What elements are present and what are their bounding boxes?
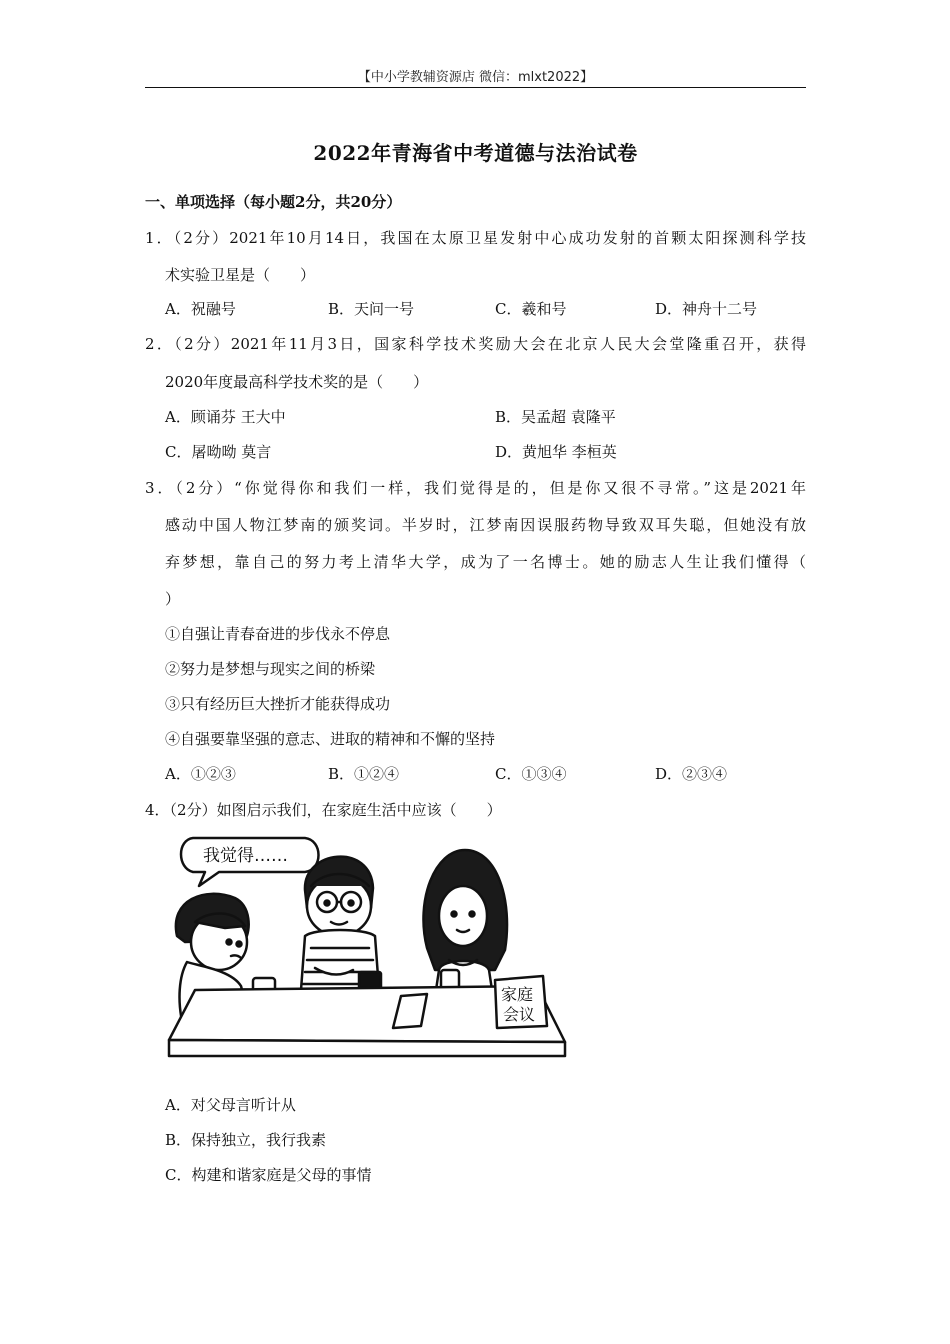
section-heading: 一、单项选择（每小题2分，共20分） bbox=[145, 193, 402, 211]
question-2-option-a: A．顾诵芬 王大中 bbox=[165, 408, 286, 426]
question-3-line-3: 弃梦想，靠自己的努力考上清华大学，成为了一名博士。她的励志人生让我们懂得（ bbox=[165, 553, 806, 571]
question-2-option-c: C．屠呦呦 莫言 bbox=[165, 443, 272, 461]
question-4-option-a: A．对父母言听计从 bbox=[165, 1096, 296, 1114]
question-1-option-a: A．祝融号 bbox=[165, 300, 236, 318]
question-3-line-4: ） bbox=[165, 590, 181, 608]
sign-text-line-1: 家庭 bbox=[501, 985, 534, 1004]
question-2-option-d: D．黄旭华 李桓英 bbox=[495, 443, 617, 461]
sign-text-line-2: 会议 bbox=[503, 1005, 536, 1024]
question-2-line-2: 2020年度最高科学技术奖的是（ ） bbox=[165, 373, 429, 391]
question-1-option-d: D．神舟十二号 bbox=[655, 300, 758, 318]
question-2-line-1: 2．（2分）2021年11月3日，国家科学技术奖励大会在北京人民大会堂隆重召开，获得 bbox=[145, 335, 806, 353]
question-4-option-b: B．保持独立，我行我素 bbox=[165, 1131, 327, 1149]
question-3-statement-1: ①自强让青春奋进的步伐永不停息 bbox=[165, 625, 391, 643]
family-meeting-illustration bbox=[165, 830, 570, 1066]
page-title: 2022年青海省中考道德与法治试卷 bbox=[313, 141, 638, 165]
question-3-line-1: 3．（2分）“你觉得你和我们一样，我们觉得是的，但是你又很不寻常。”这是2021年 bbox=[145, 479, 806, 497]
question-1-line-2: 术实验卫星是（ ） bbox=[165, 266, 316, 284]
question-1-line-1: 1．（2分）2021年10月14日，我国在太原卫星发射中心成功发射的首颗太阳探测科学技 bbox=[145, 229, 806, 247]
question-4-option-c: C．构建和谐家庭是父母的事情 bbox=[165, 1166, 372, 1184]
question-3-statement-2: ②努力是梦想与现实之间的桥梁 bbox=[165, 660, 376, 678]
question-1-option-b: B．天问一号 bbox=[328, 300, 415, 318]
question-3-line-2: 感动中国人物江梦南的颁奖词。半岁时，江梦南因误服药物导致双耳失聪，但她没有放 bbox=[165, 516, 806, 534]
question-3-option-c: C．①③④ bbox=[495, 765, 567, 783]
question-1-option-c: C．羲和号 bbox=[495, 300, 567, 318]
question-3-option-b: B．①②④ bbox=[328, 765, 400, 783]
header-rule bbox=[145, 87, 806, 88]
speech-bubble-text: 我觉得…… bbox=[203, 846, 288, 866]
question-3-option-d: D．②③④ bbox=[655, 765, 728, 783]
question-3-option-a: A．①②③ bbox=[165, 765, 236, 783]
question-4-line-1: 4．（2分）如图启示我们，在家庭生活中应该（ ） bbox=[145, 801, 502, 819]
question-3-statement-3: ③只有经历巨大挫折才能获得成功 bbox=[165, 695, 391, 713]
question-2-option-b: B．吴孟超 袁隆平 bbox=[495, 408, 616, 426]
page-header: 【中小学教辅资源店 微信：mlxt2022】 bbox=[357, 70, 594, 85]
question-3-statement-4: ④自强要靠坚强的意志、进取的精神和不懈的坚持 bbox=[165, 730, 496, 748]
